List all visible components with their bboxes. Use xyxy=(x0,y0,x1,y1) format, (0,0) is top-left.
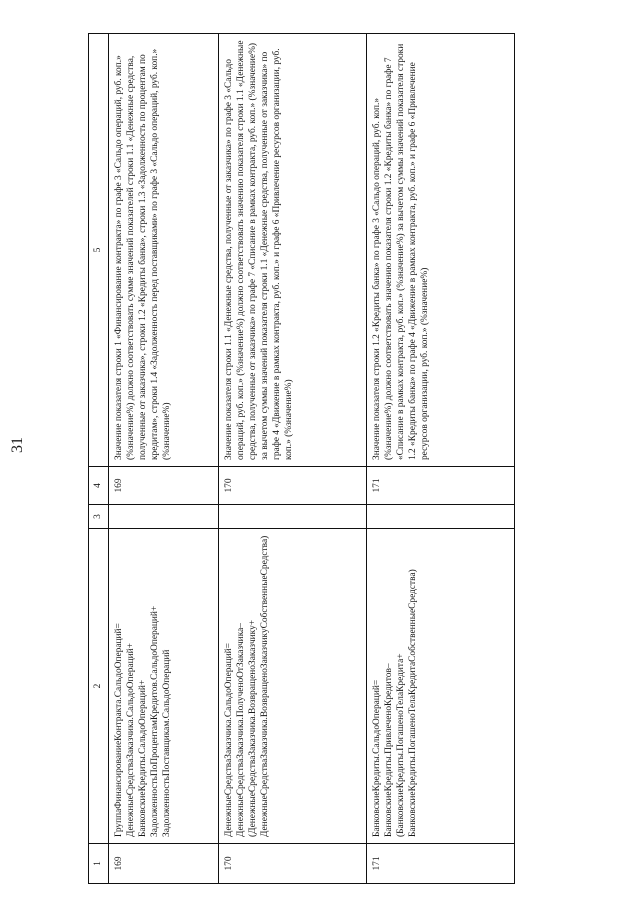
row-col3 xyxy=(219,505,367,529)
row-formula: БанковскиеКредиты.СальдоОпераций= БанковскиеКредиты.ПривлеченоКредитов– (БанковскиеКредиты.ПогашеноТелаКредита+ БанковскиеКредиты.ПогашеноТелаКредитаСобственныеСредства) xyxy=(367,529,515,844)
row-formula: ГруппаФинансированиеКонтракта.СальдоОпераций= ДенежныеСредстваЗаказчика.СальдоОпераций+ БанковскиеКредиты.СальдоОпераций+ ЗадолженностьПоПроцентамКредитов.СальдоОпераций+ ЗадолженностьПоставщикам.СальдоОпераций xyxy=(109,529,219,844)
row-description: Значение показателя строки 1 «Финансирование контракта» по графе 3 «Сальдо операций, руб. коп.» (%значение%) должно соответствовать сумме значений показателей строки 1.1 «Денежные средства, полученные от заказчика», строки 1.2 «Кредиты банка», строки 1.3 «Задолженность по процентам по кредитам», строки 1.4 «Задолженность перед поставщиками» по графе 3 «Сальдо операций, руб. коп.» (%значение%) xyxy=(109,34,219,467)
table-header-row xyxy=(89,34,109,884)
row-code: 170 xyxy=(219,467,367,505)
row-number: 170 xyxy=(219,844,367,884)
column-header-3: 3 xyxy=(89,505,109,529)
table-row xyxy=(219,34,367,884)
column-header-1: 1 xyxy=(89,844,109,884)
row-code: 169 xyxy=(109,467,219,505)
column-header-4: 4 xyxy=(89,467,109,505)
row-number: 169 xyxy=(109,844,219,884)
validation-rules-table xyxy=(88,33,515,884)
table-row xyxy=(109,34,219,884)
table-row xyxy=(367,34,515,884)
row-description: Значение показателя строки 1.2 «Кредиты банка» по графе 3 «Сальдо операций, руб. коп.» (%значение%) должно соответствовать значению показателя строки 1.2 «Кредиты банка» по графе 7 «Списание в рамках контракта, руб. коп.» (%значение%) за вычетом суммы значений показателя строки 1.2 «Кредиты банка» по графе 4 «Движение в рамках контракта, руб. коп.» и графе 6 «Привлечение ресурсов организации, руб. коп.» (%значение%) xyxy=(367,34,515,467)
row-col3 xyxy=(109,505,219,529)
column-header-5: 5 xyxy=(89,34,109,467)
row-number: 171 xyxy=(367,844,515,884)
row-code: 171 xyxy=(367,467,515,505)
rotated-table-wrapper xyxy=(88,34,515,884)
row-description: Значение показателя строки 1.1 «Денежные средства, полученные от заказчика» по графе 3 «Сальдо операций, руб. коп.» (%значение%) должно соответствовать значению показателя строки 1.1 «Денежные средства, полученные от заказчика» по графе 7 «Списание в рамках контракта, руб. коп.» (%значение%) за вычетом суммы значений показателя строки 1.1 «Денежные средства, полученные от заказчика» по графе 4 «Движение в рамках контракта, руб. коп.» и графе 6 «Привлечение ресурсов организации, руб. коп.» (%значение%) xyxy=(219,34,367,467)
row-formula: ДенежныеСредстваЗаказчика.СальдоОпераций= ДенежныеСредстваЗаказчика.ПолученоОтЗаказчика– (ДенежныеСредстваЗаказчика.ВозвращеноЗаказчику+ ДенежныеСредстваЗаказчика.ВозвращеноЗаказчикуСобственныеСредства) xyxy=(219,529,367,844)
page-number: 31 xyxy=(9,437,26,453)
row-col3 xyxy=(367,505,515,529)
column-header-2: 2 xyxy=(89,529,109,844)
